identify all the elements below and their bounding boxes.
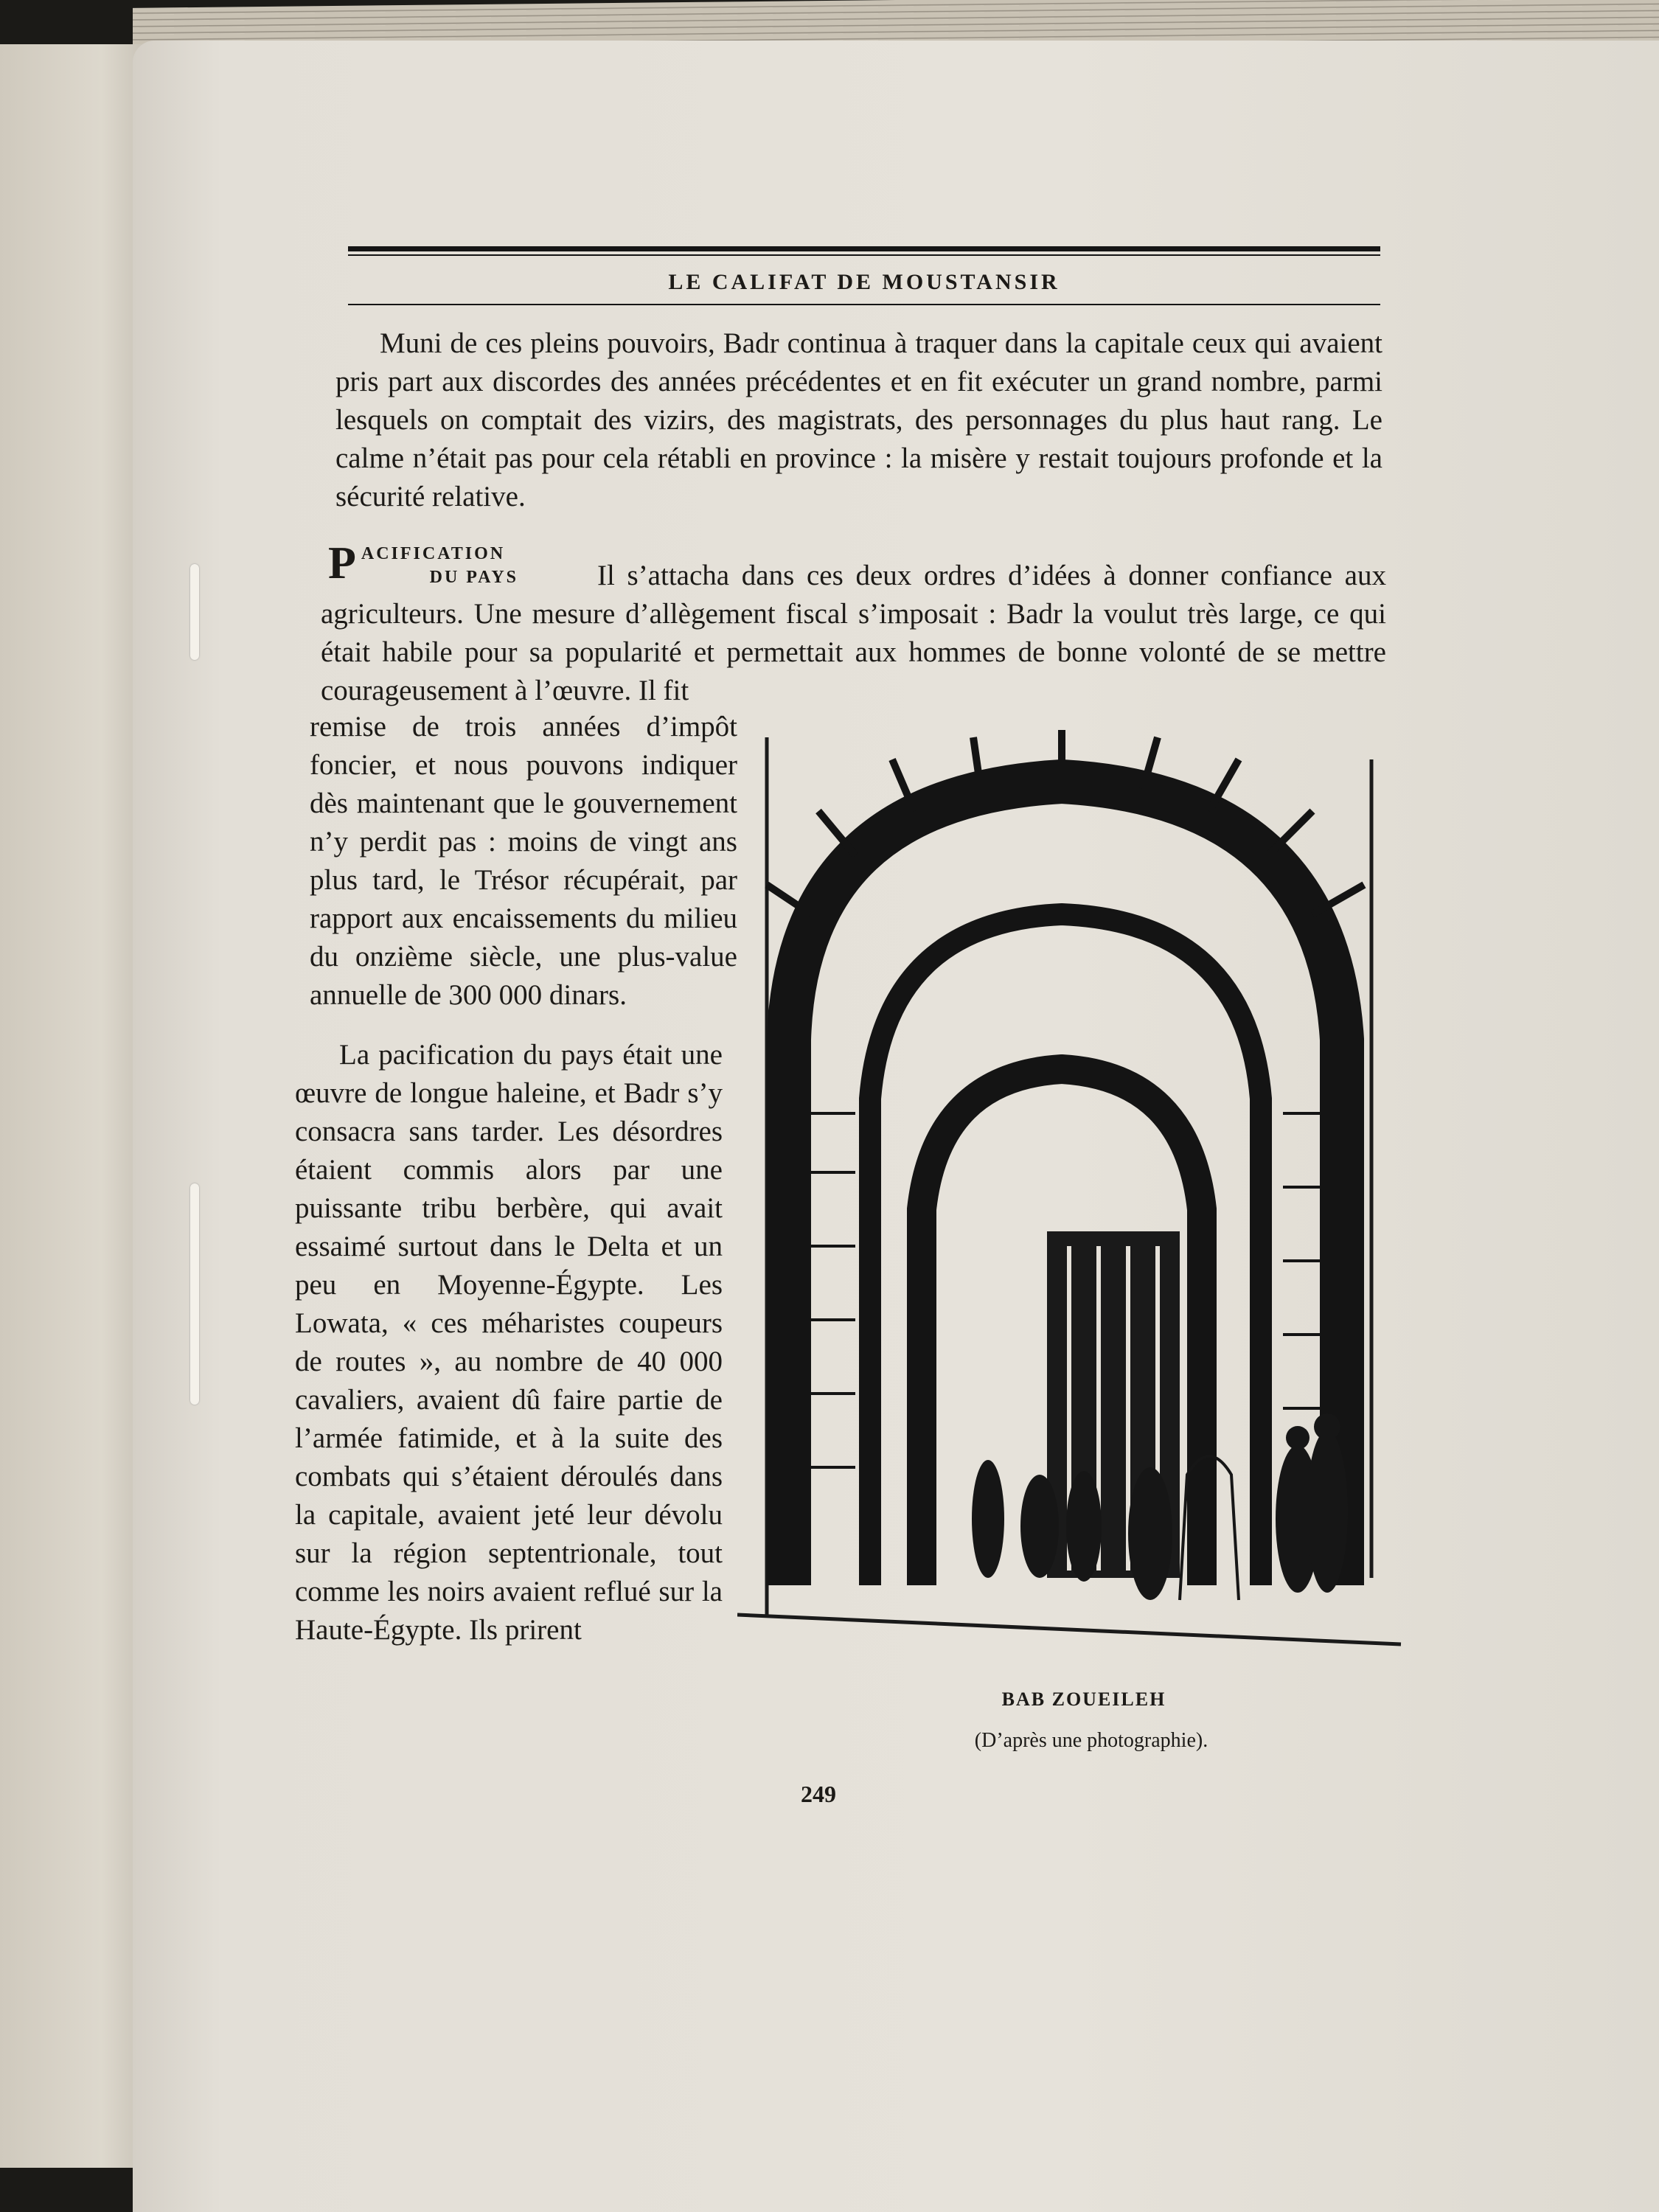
paragraph-2-column: remise de trois années d’impôt foncier, et nous pouvons indiquer dès maintenant que le gouvernement n’y perdit pas : moins de vingt ans plus tard, le Trésor récupérait, par rapport aux encaissements du milieu du onzième siècle, une plus-value annuelle de 300 000 dinars. xyxy=(310,711,737,1011)
margin-heading-line2: DU PAYS xyxy=(429,568,518,587)
page-number: 249 xyxy=(801,1781,836,1807)
figure-caption-source: (D’après une photographie). xyxy=(974,1729,1208,1752)
header-rule-thick xyxy=(348,246,1380,251)
paragraph-1: Muni de ces pleins pouvoirs, Badr continua à traquer dans la capitale ceux qui avaient pris part aux discordes des années précédentes et en fit exécuter un grand nombre, parmi lesquels on comptait des vizirs, des magistrats, des personnages du plus haut rang. Le calme n’était pas pour cela rétabli en province : la misère y restait toujours profonde et la sécurité relative. xyxy=(335,327,1382,512)
paragraph-3: La pacification du pays était une œuvre de longue haleine, et Badr s’y consacra sans tarder. Les désordres étaient commis alors par une puissante tribu berbère, qui avait essaimé surtout dans le Delta et un peu en Moyenne-Égypte. Les Lowata, « ces méharistes coupeurs de routes », au nombre de 40 000 cavaliers, avaient dû faire partie de l’armée fatimide, et à la suite des combats qui s’étaient déroulés dans la capitale, avaient jeté leur dévolu sur la région septentrionale, tout comme les noirs avaient reflué sur la Haute-Égypte. Ils prirent xyxy=(295,1039,723,1646)
binding-stitch xyxy=(190,564,199,660)
binding-stitch xyxy=(190,1183,199,1405)
running-head: LE CALIFAT DE MOUSTANSIR xyxy=(668,270,1060,294)
bab-zoueileh-illustration xyxy=(737,730,1412,1663)
figure-caption-title: BAB ZOUEILEH xyxy=(1001,1688,1166,1710)
header-rule-bottom xyxy=(348,304,1380,305)
header-rule-thin xyxy=(348,254,1380,256)
margin-heading-initial: P xyxy=(328,538,358,588)
margin-heading-line1: ACIFICATION xyxy=(361,544,506,563)
paragraph-2-top: Il s’attacha dans ces deux ordres d’idées à donner confiance aux agriculteurs. Une mesure d’allègement fiscal s’imposait : Badr la voulut très large, ce qui était habile pour sa popularité et permettait aux hommes de bonne volonté de se mettre courageusement à l’œuvre. Il fit xyxy=(321,560,1386,706)
